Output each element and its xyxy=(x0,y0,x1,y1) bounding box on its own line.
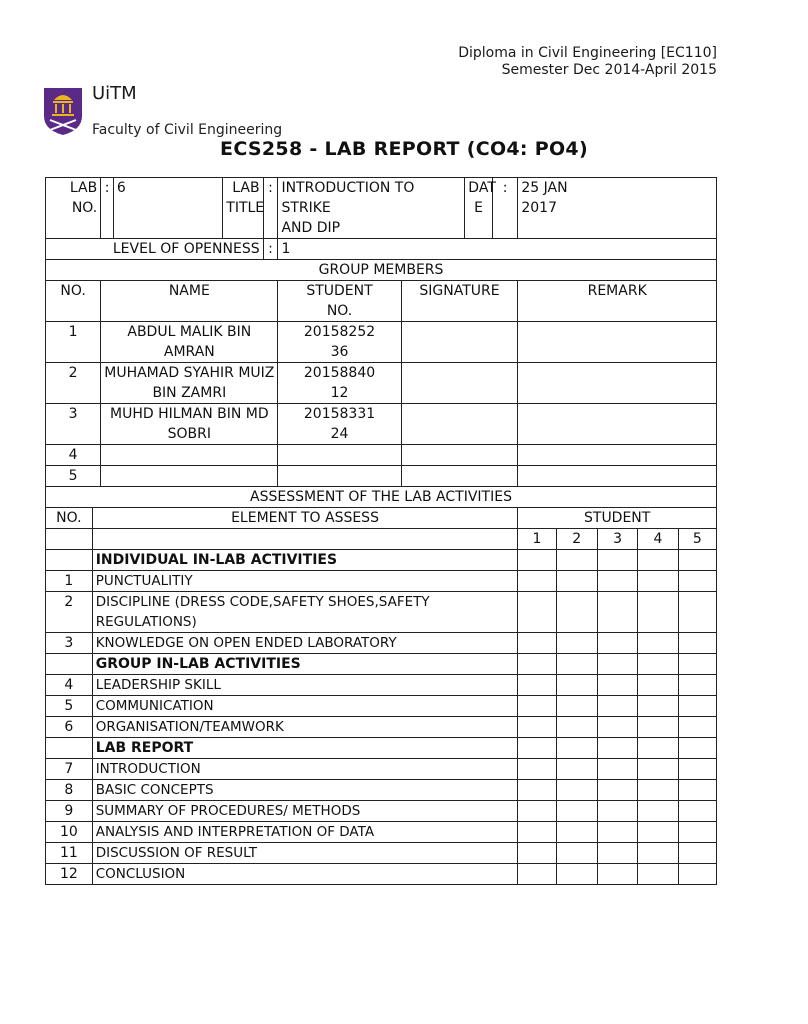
member-row xyxy=(46,363,717,404)
member-remark xyxy=(518,363,717,404)
item-no: 12 xyxy=(46,864,93,885)
item-no: 5 xyxy=(46,696,93,717)
assess-row xyxy=(46,843,717,864)
section-report: LAB REPORT xyxy=(92,738,518,759)
page-title: ECS258 - LAB REPORT (CO4: PO4) xyxy=(220,138,588,160)
col-no: NO. xyxy=(46,281,101,322)
lab-no-value: 6 xyxy=(113,178,222,239)
item-label: DISCIPLINE (DRESS CODE,SAFETY SHOES,SAFETY REGULATIONS) xyxy=(92,592,518,633)
date-value: 25 JAN 2017 xyxy=(518,178,717,239)
section-row xyxy=(46,738,717,759)
student-num: 3 xyxy=(597,529,637,550)
lab-title-label: LAB TITLE xyxy=(223,178,263,239)
university-name: UiTM xyxy=(92,83,137,104)
member-student-no xyxy=(278,466,401,487)
member-student-no: 20158331 24 xyxy=(278,404,401,445)
assess-row xyxy=(46,717,717,738)
member-remark xyxy=(518,404,717,445)
member-name xyxy=(101,445,278,466)
member-remark xyxy=(518,322,717,363)
member-name: MUHAMAD SYAHIR MUIZ BIN ZAMRI xyxy=(101,363,278,404)
section-row xyxy=(46,654,717,675)
faculty-name: Faculty of Civil Engineering xyxy=(92,122,283,138)
section-group: GROUP IN-LAB ACTIVITIES xyxy=(92,654,518,675)
blank-cell xyxy=(46,550,93,571)
openness-label: LEVEL OF OPENNESS xyxy=(46,239,264,260)
assess-row xyxy=(46,675,717,696)
lab-no-label: LAB NO. xyxy=(46,178,101,239)
member-no: 1 xyxy=(46,322,101,363)
blank-cell xyxy=(92,529,518,550)
document-header xyxy=(458,45,717,79)
lab-report-table xyxy=(45,177,717,885)
col-name: NAME xyxy=(101,281,278,322)
col-remark: REMARK xyxy=(518,281,717,322)
item-label: DISCUSSION OF RESULT xyxy=(92,843,518,864)
item-label: CONCLUSION xyxy=(92,864,518,885)
member-signature xyxy=(401,466,518,487)
section-individual: INDIVIDUAL IN-LAB ACTIVITIES xyxy=(92,550,518,571)
student-num: 2 xyxy=(556,529,597,550)
item-no: 4 xyxy=(46,675,93,696)
assess-row xyxy=(46,759,717,780)
semester-text: Semester Dec 2014-April 2015 xyxy=(501,62,717,78)
item-no: 2 xyxy=(46,592,93,633)
date-label: DAT E xyxy=(465,178,493,239)
assessment-heading: ASSESSMENT OF THE LAB ACTIVITIES xyxy=(46,487,717,508)
lab-title-value: INTRODUCTION TO STRIKE AND DIP xyxy=(278,178,465,239)
student-num: 5 xyxy=(678,529,716,550)
member-no: 5 xyxy=(46,466,101,487)
member-row xyxy=(46,445,717,466)
student-number-row xyxy=(46,529,717,550)
item-no: 3 xyxy=(46,633,93,654)
member-student-no: 20158252 36 xyxy=(278,322,401,363)
group-members-heading: GROUP MEMBERS xyxy=(46,260,717,281)
member-student-no: 20158840 12 xyxy=(278,363,401,404)
lab-title-colon: : xyxy=(263,178,278,239)
member-no: 4 xyxy=(46,445,101,466)
item-label: LEADERSHIP SKILL xyxy=(92,675,518,696)
item-no: 11 xyxy=(46,843,93,864)
item-no: 6 xyxy=(46,717,93,738)
assess-col-element: ELEMENT TO ASSESS xyxy=(92,508,518,529)
assess-row xyxy=(46,864,717,885)
item-label: ANALYSIS AND INTERPRETATION OF DATA xyxy=(92,822,518,843)
member-signature xyxy=(401,445,518,466)
member-remark xyxy=(518,466,717,487)
uitm-logo-icon xyxy=(42,86,84,136)
assess-col-no: NO. xyxy=(46,508,93,529)
member-row xyxy=(46,322,717,363)
student-num: 4 xyxy=(638,529,678,550)
assess-col-student: STUDENT xyxy=(518,508,717,529)
member-row xyxy=(46,466,717,487)
item-no: 10 xyxy=(46,822,93,843)
assessment-header-row xyxy=(46,508,717,529)
item-label: PUNCTUALITIY xyxy=(92,571,518,592)
item-no: 8 xyxy=(46,780,93,801)
openness-colon: : xyxy=(263,239,278,260)
member-signature xyxy=(401,363,518,404)
assess-row xyxy=(46,571,717,592)
date-colon: : xyxy=(492,178,517,239)
assess-row xyxy=(46,801,717,822)
student-num: 1 xyxy=(518,529,556,550)
item-label: SUMMARY OF PROCEDURES/ METHODS xyxy=(92,801,518,822)
assess-row xyxy=(46,696,717,717)
lab-info-row xyxy=(46,178,717,239)
member-row xyxy=(46,404,717,445)
item-no: 1 xyxy=(46,571,93,592)
col-student-no: STUDENT NO. xyxy=(278,281,401,322)
assess-row xyxy=(46,780,717,801)
member-name: ABDUL MALIK BIN AMRAN xyxy=(101,322,278,363)
member-name xyxy=(101,466,278,487)
blank-cell xyxy=(46,654,93,675)
member-no: 3 xyxy=(46,404,101,445)
item-no: 7 xyxy=(46,759,93,780)
col-signature: SIGNATURE xyxy=(401,281,518,322)
item-label: KNOWLEDGE ON OPEN ENDED LABORATORY xyxy=(92,633,518,654)
member-name: MUHD HILMAN BIN MD SOBRI xyxy=(101,404,278,445)
section-row xyxy=(46,550,717,571)
assess-row xyxy=(46,592,717,633)
lab-no-colon: : xyxy=(101,178,114,239)
member-signature xyxy=(401,404,518,445)
assess-row xyxy=(46,633,717,654)
item-label: ORGANISATION/TEAMWORK xyxy=(92,717,518,738)
member-student-no xyxy=(278,445,401,466)
item-label: INTRODUCTION xyxy=(92,759,518,780)
blank-cell xyxy=(46,738,93,759)
item-label: BASIC CONCEPTS xyxy=(92,780,518,801)
program-text: Diploma in Civil Engineering [EC110] xyxy=(458,45,717,61)
item-no: 9 xyxy=(46,801,93,822)
assess-row xyxy=(46,822,717,843)
blank-cell xyxy=(46,529,93,550)
member-no: 2 xyxy=(46,363,101,404)
group-header-row xyxy=(46,281,717,322)
openness-value: 1 xyxy=(278,239,717,260)
item-label: COMMUNICATION xyxy=(92,696,518,717)
member-remark xyxy=(518,445,717,466)
member-signature xyxy=(401,322,518,363)
openness-row xyxy=(46,239,717,260)
